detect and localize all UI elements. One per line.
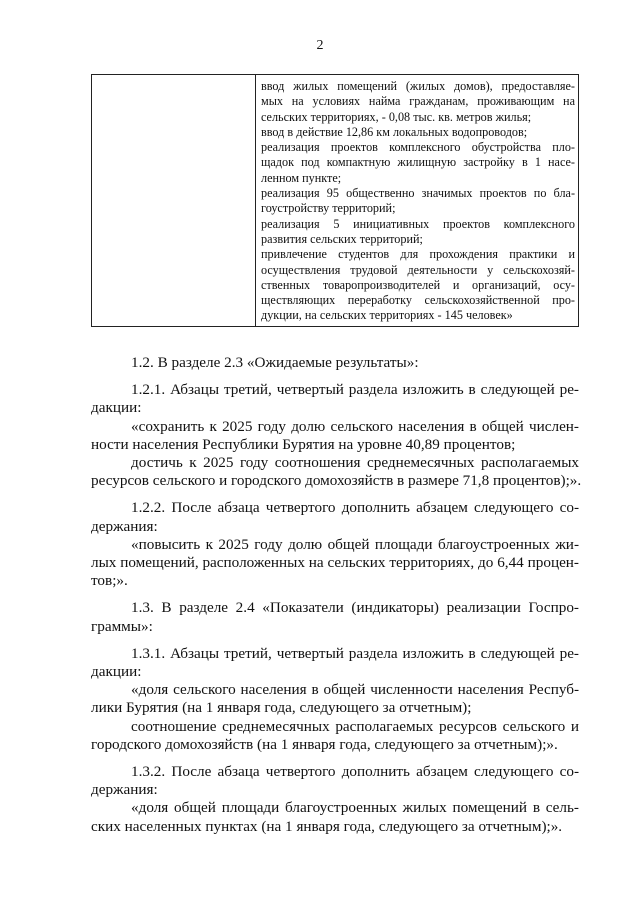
page-number: 2 <box>316 38 324 53</box>
table-left-cell <box>92 75 256 326</box>
quote-line: соотношение среднемесячных располагаемых ресурсов сельского и <box>131 717 579 735</box>
quote-line: «доля общей площади благоустроенных жилых помещений в сель- <box>131 799 579 817</box>
section-1-2-2-line: держания: <box>91 517 158 535</box>
section-1-3-2-line: держания: <box>91 781 158 799</box>
quote-line: достичь к 2025 году соотношения среднемесячных располагаемых <box>131 454 579 472</box>
quote-line: лых помещений, расположенных на сельских территориях, до 6,44 процен- <box>91 554 579 572</box>
section-1-2-heading: 1.2. В разделе 2.3 «Ожидаемые результаты»: <box>131 354 419 371</box>
section-1-3-1-line: 1.3.1. Абзацы третий, четвертый раздела изложить в следующей ре- <box>131 644 579 662</box>
table-cell-line: ленном пункте; <box>261 170 342 185</box>
section-1-3-line: граммы»: <box>91 617 153 635</box>
table-cell-line: развития сельских территорий; <box>261 231 423 246</box>
table-cell-line: дукции, на сельских территориях - 145 человек» <box>261 308 513 323</box>
section-1-2-1-line: дакции: <box>91 399 142 417</box>
table-cell-line: сельских территориях, - 0,08 тыс. кв. метров жилья; <box>261 109 532 124</box>
table-cell-line: мых на условиях найма гражданам, проживающим на <box>261 94 575 109</box>
table-cell-line: ввод в действие 12,86 км локальных водопроводов; <box>261 124 528 139</box>
document-body <box>91 354 582 836</box>
quote-line: ских населенных пунктах (на 1 января года, следующего за отчетным);». <box>91 817 563 835</box>
quote-line: ности населения Республики Бурятия на уровне 40,89 процентов; <box>91 435 516 453</box>
quote-line: городского домохозяйств (на 1 января года, следующего за отчетным);». <box>91 735 558 753</box>
section-1-2-2-line: 1.2.2. После абзаца четвертого дополнить абзацем следующего со- <box>131 499 579 517</box>
quote-line: тов;». <box>91 572 128 590</box>
table-cell-line: осуществления трудовой деятельности у сельскохозяй- <box>261 262 575 277</box>
quote-line: «повысить к 2025 году долю общей площади благоустроенных жи- <box>131 535 579 553</box>
table-cell-line: реализация 5 инициативных проектов комплексного <box>261 216 575 231</box>
section-1-3-line: 1.3. В разделе 2.4 «Показатели (индикаторы) реализации Госпро- <box>131 599 579 617</box>
quote-line: лики Бурятия (на 1 января года, следующего за отчетным); <box>91 699 472 717</box>
table-cell-line: ввод жилых помещений (жилых домов), предоставляе- <box>261 79 575 93</box>
quote-line: «сохранить к 2025 году долю сельского населения в общей числен- <box>131 417 579 435</box>
quote-line: «доля сельского населения в общей численности населения Респуб- <box>131 681 579 699</box>
table-cell-line: привлечение студентов для прохождения практики и <box>261 247 575 262</box>
quote-line: ресурсов сельского и городского домохозяйств в размере 71,8 процентов);». <box>91 472 582 490</box>
table-cell-line: реализация 95 общественно значимых проектов по бла- <box>261 186 575 201</box>
table-right-cell <box>256 75 578 326</box>
section-1-3-2-line: 1.3.2. После абзаца четвертого дополнить абзацем следующего со- <box>131 763 579 781</box>
table-cell-line: гоустройству территорий; <box>261 201 396 216</box>
section-1-3-1-line: дакции: <box>91 663 142 681</box>
section-1-2-1-line: 1.2.1. Абзацы третий, четвертый раздела изложить в следующей ре- <box>131 381 579 399</box>
table-cell-line: ществляющих переработку сельскохозяйственной про- <box>261 293 575 308</box>
table-cell-line: реализация проектов комплексного обустройства пло- <box>261 140 575 155</box>
continuation-table <box>91 74 579 327</box>
table-cell-line: ственных товаропроизводителей и организаций, осу- <box>261 277 575 292</box>
table-cell-line: щадок под компактную жилищную застройку в 1 насе- <box>261 155 575 170</box>
